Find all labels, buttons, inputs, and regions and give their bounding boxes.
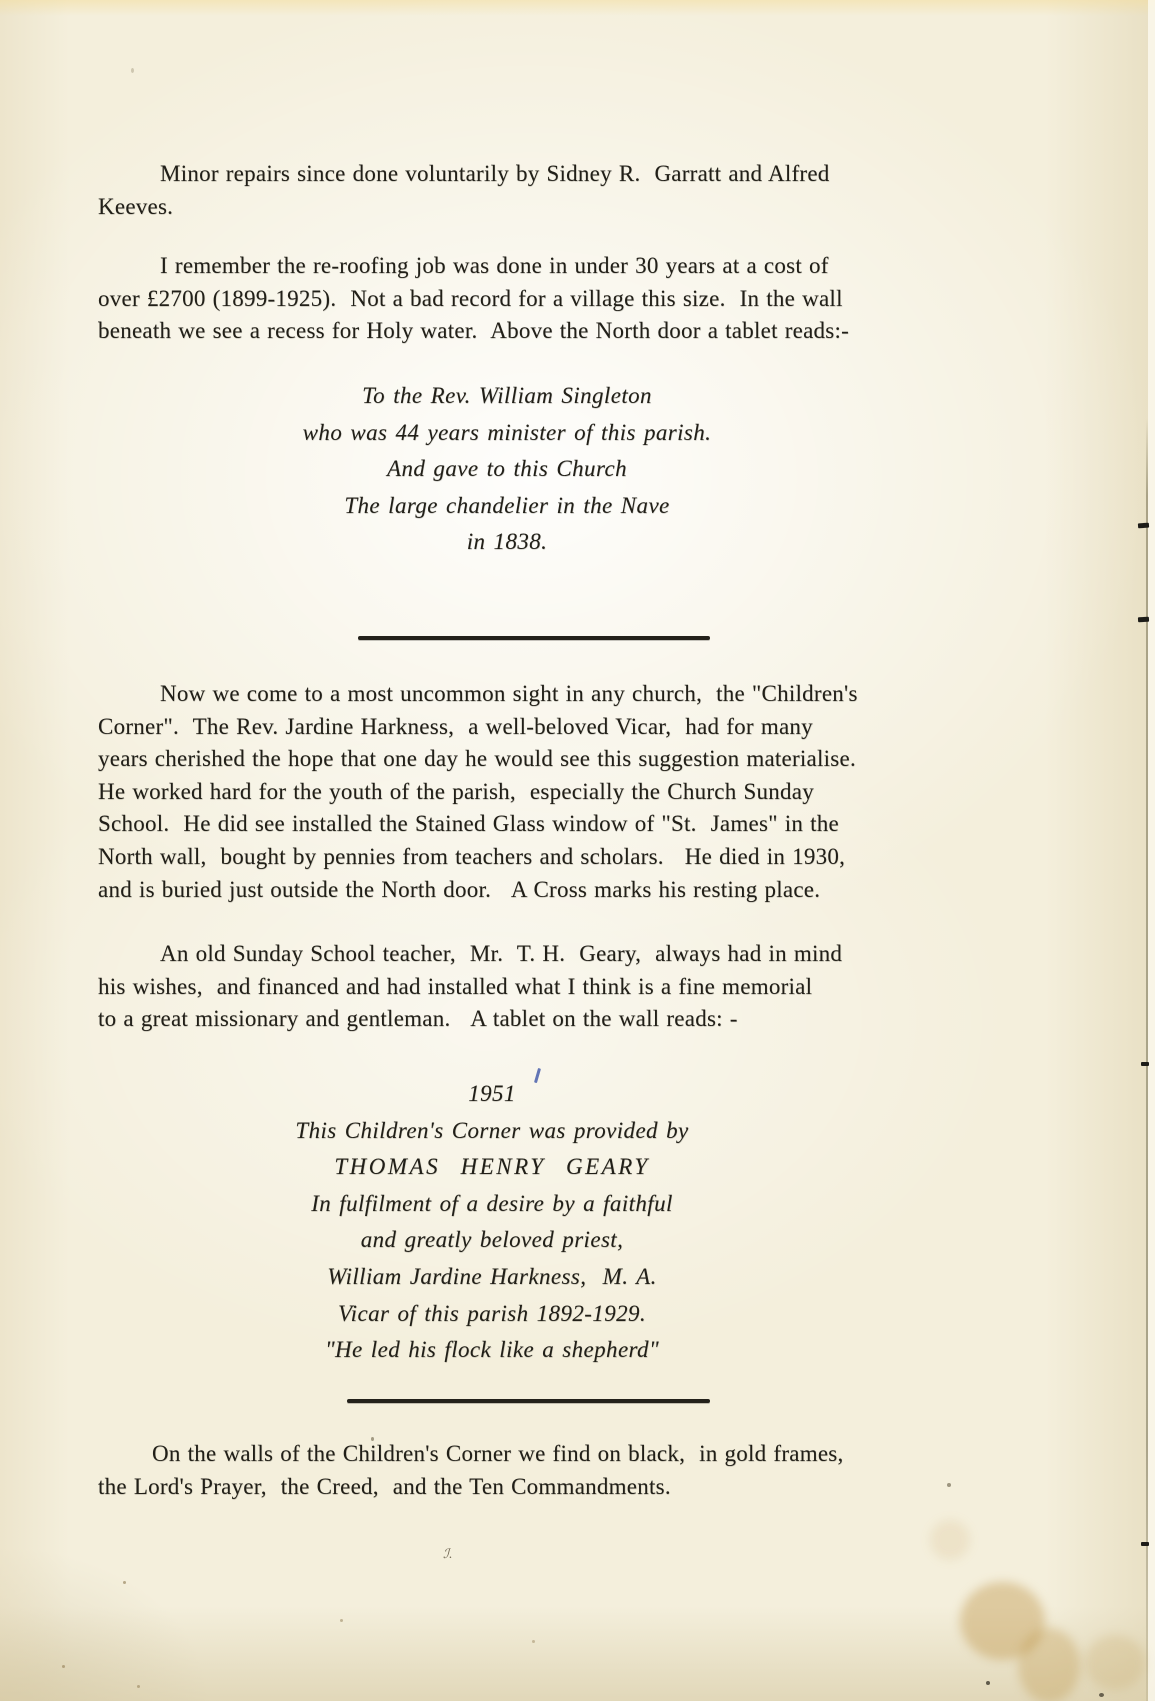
ink-tick <box>1138 617 1149 623</box>
ink-tick <box>1138 523 1149 529</box>
speck <box>1099 1693 1104 1697</box>
tablet-geary-memorial <box>0 1076 984 1369</box>
paragraph-childrens-corner <box>98 678 978 906</box>
speck <box>123 1581 126 1584</box>
speck <box>62 1665 65 1668</box>
speck <box>137 1685 140 1688</box>
text-line: and greatly beloved priest, <box>360 1227 624 1253</box>
text-line: Keeves. <box>98 193 174 219</box>
text-line: William Jardine Harkness, M. A. <box>327 1263 657 1289</box>
text-line: School. He did see installed the Stained Glass window of "St. James" in the <box>98 811 840 837</box>
text-line: Vicar of this parish 1892-1929. <box>337 1300 647 1326</box>
text-line: and is buried just outside the North door. A Cross marks his resting place. <box>98 876 821 902</box>
page-edge-line <box>1146 418 1148 1701</box>
ink-tick <box>1141 1062 1149 1066</box>
divider-rule <box>358 636 710 640</box>
text-line: North wall, bought by pennies from teachers and scholars. He died in 1930, <box>98 843 846 869</box>
text-line: the Lord's Prayer, the Creed, and the Ten Commandments. <box>98 1473 671 1499</box>
text-line: He worked hard for the youth of the parish, especially the Church Sunday <box>98 778 814 804</box>
speck <box>131 68 134 73</box>
text-line: 1951 <box>468 1081 516 1106</box>
text-line: In fulfilment of a desire by a faithful <box>311 1190 673 1216</box>
speck <box>371 1437 374 1441</box>
text-line: in 1838. <box>466 529 548 555</box>
ink-tick <box>1141 1542 1149 1546</box>
paragraph-geary <box>98 938 978 1036</box>
speck <box>532 1640 535 1643</box>
page-edge-highlight <box>1148 0 1155 1701</box>
paragraph-gold-frames <box>98 1438 978 1503</box>
text-line: "He led his flock like a shepherd" <box>324 1337 660 1363</box>
text-line: Now we come to a most uncommon sight in any church, the "Children's <box>160 681 858 706</box>
divider-rule <box>347 1399 710 1403</box>
speck <box>947 1483 951 1487</box>
text-line: THOMAS HENRY GEARY <box>334 1154 650 1180</box>
paragraph-minor-repairs <box>98 158 978 223</box>
ink-scribble: ℐ. <box>443 1546 453 1561</box>
speck <box>340 1619 343 1622</box>
text-line: to a great missionary and gentleman. A tablet on the wall reads: - <box>98 1006 738 1032</box>
text-line: beneath we see a recess for Holy water. Above the North door a tablet reads:- <box>98 318 850 344</box>
text-line: years cherished the hope that one day he would see this suggestion materialise. <box>98 746 856 772</box>
stain <box>1085 1635 1145 1690</box>
text-line: Corner". The Rev. Jardine Harkness, a well-beloved Vicar, had for many <box>98 713 813 739</box>
text-line: An old Sunday School teacher, Mr. T. H. Geary, always had in mind <box>160 941 843 966</box>
text-line: To the Rev. William Singleton <box>362 383 652 408</box>
speck <box>986 1681 990 1685</box>
text-line: over £2700 (1899-1925). Not a bad record for a village this size. In the wall <box>98 285 843 311</box>
text-line: who was 44 years minister of this parish. <box>302 419 712 445</box>
text-line: And gave to this Church <box>387 456 627 482</box>
tablet-singleton <box>0 378 1014 561</box>
stain <box>1018 1628 1080 1701</box>
text-line: The large chandelier in the Nave <box>344 492 670 518</box>
text-line: I remember the re-roofing job was done in under 30 years at a cost of <box>160 253 829 278</box>
stain <box>930 1520 970 1560</box>
text-line: On the walls of the Children's Corner we find on black, in gold frames, <box>152 1441 844 1466</box>
text-line: his wishes, and financed and had installed what I think is a fine memorial <box>98 973 813 999</box>
text-line: Minor repairs since done voluntarily by Sidney R. Garratt and Alfred <box>160 161 830 186</box>
paragraph-re-roofing <box>98 250 978 348</box>
text-line: This Children's Corner was provided by <box>295 1117 689 1143</box>
